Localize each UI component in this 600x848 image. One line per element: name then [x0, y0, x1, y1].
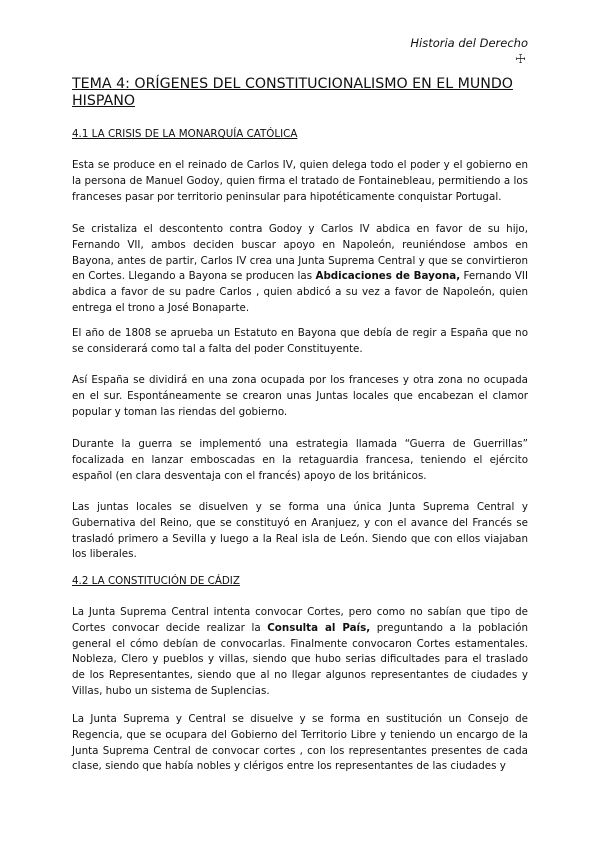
- paragraph: El año de 1808 se aprueba un Estatuto en Bayona que debía de regir a España que no se considerará como tal a falta del poder Constituyente.: [72, 327, 528, 355]
- paragraph: La Junta Suprema Central intenta convocar Cortes, pero como no sabían que tipo de Cortes convocar decide realizar la Consulta al País, preguntando a la población general el cómo debían de convocarlas. Finalmente convocaron Cortes estamentales. Nobleza, Clero y pueblos y villas, siendo que hubo serias dificultades para el traslado de los Representantes, siendo que al no llegar algunos representantes de ciudades y Villas, hubo un sistema de Suplencias.: [72, 606, 529, 697]
- paragraph: Así España se dividirá en una zona ocupada por los franceses y otra zona no ocupada en el sur. Espontáneamente se crearon unas Juntas locales que encabezan el clamor popular y toman las riendas del gobierno.: [72, 374, 528, 418]
- section-heading-4-2: 4.2 LA CONSTITUCIÓN DE CÁDIZ: [72, 575, 240, 587]
- cross-icon: ☩: [515, 52, 526, 66]
- chapter-title: TEMA 4: ORÍGENES DEL CONSTITUCIONALISMO EN EL MUNDO HISPANO: [72, 76, 513, 109]
- paragraph: Las juntas locales se disuelven y se forma una única Junta Suprema Central y Gubernativa del Reino, que se constituyó en Aranjuez, y con el avance del Francés se trasladó primero a Sevilla y luego a la Real isla de León. Siendo que con ellos viajaban los liberales.: [72, 501, 528, 561]
- paragraph: Esta se produce en el reinado de Carlos IV, quien delega todo el poder y el gobierno en la persona de Manuel Godoy, quien firma el tratado de Fontainebleau, permitiendo a los franceses pasar por territorio peninsular para hipotéticamente conquistar Portugal.: [72, 159, 528, 203]
- running-header: Historia del Derecho: [410, 36, 528, 50]
- section-heading-4-1: 4.1 LA CRISIS DE LA MONARQUÍA CATÓLICA: [72, 128, 298, 140]
- paragraph: Se cristaliza el descontento contra Godoy y Carlos IV abdica en favor de su hijo, Fernando VII, ambos deciden buscar apoyo en Napoleón, reuniéndose ambos en Bayona, antes de partir, Carlos IV crea una Junta Suprema Central y que se convirtieron en Cortes. Llegando a Bayona se producen las Abdicaciones de Bayona, Fernando VII abdica a favor de su padre Carlos , quien abdicó a su vez a favor de Napoleón, quien entrega el trono a José Bonaparte.: [72, 223, 528, 314]
- bold-term: Abdicaciones de Bayona,: [315, 270, 461, 283]
- bold-term: Consulta al País,: [267, 621, 371, 634]
- paragraph: La Junta Suprema y Central se disuelve y se forma en sustitución un Consejo de Regencia, que se ocupara del Gobierno del Territorio Libre y teniendo un encargo de la Junta Suprema Central de convocar cortes , con los representantes presentes de cada clase, siendo que había nobles y clérigos entre los representantes de las ciudades y: [72, 713, 528, 773]
- paragraph: Durante la guerra se implementó una estrategia llamada “Guerra de Guerrillas” focalizada en lanzar emboscadas en la retaguardia francesa, teniendo el ejército español (en clara desventaja con el francés) apoyo de los británicos.: [72, 438, 528, 482]
